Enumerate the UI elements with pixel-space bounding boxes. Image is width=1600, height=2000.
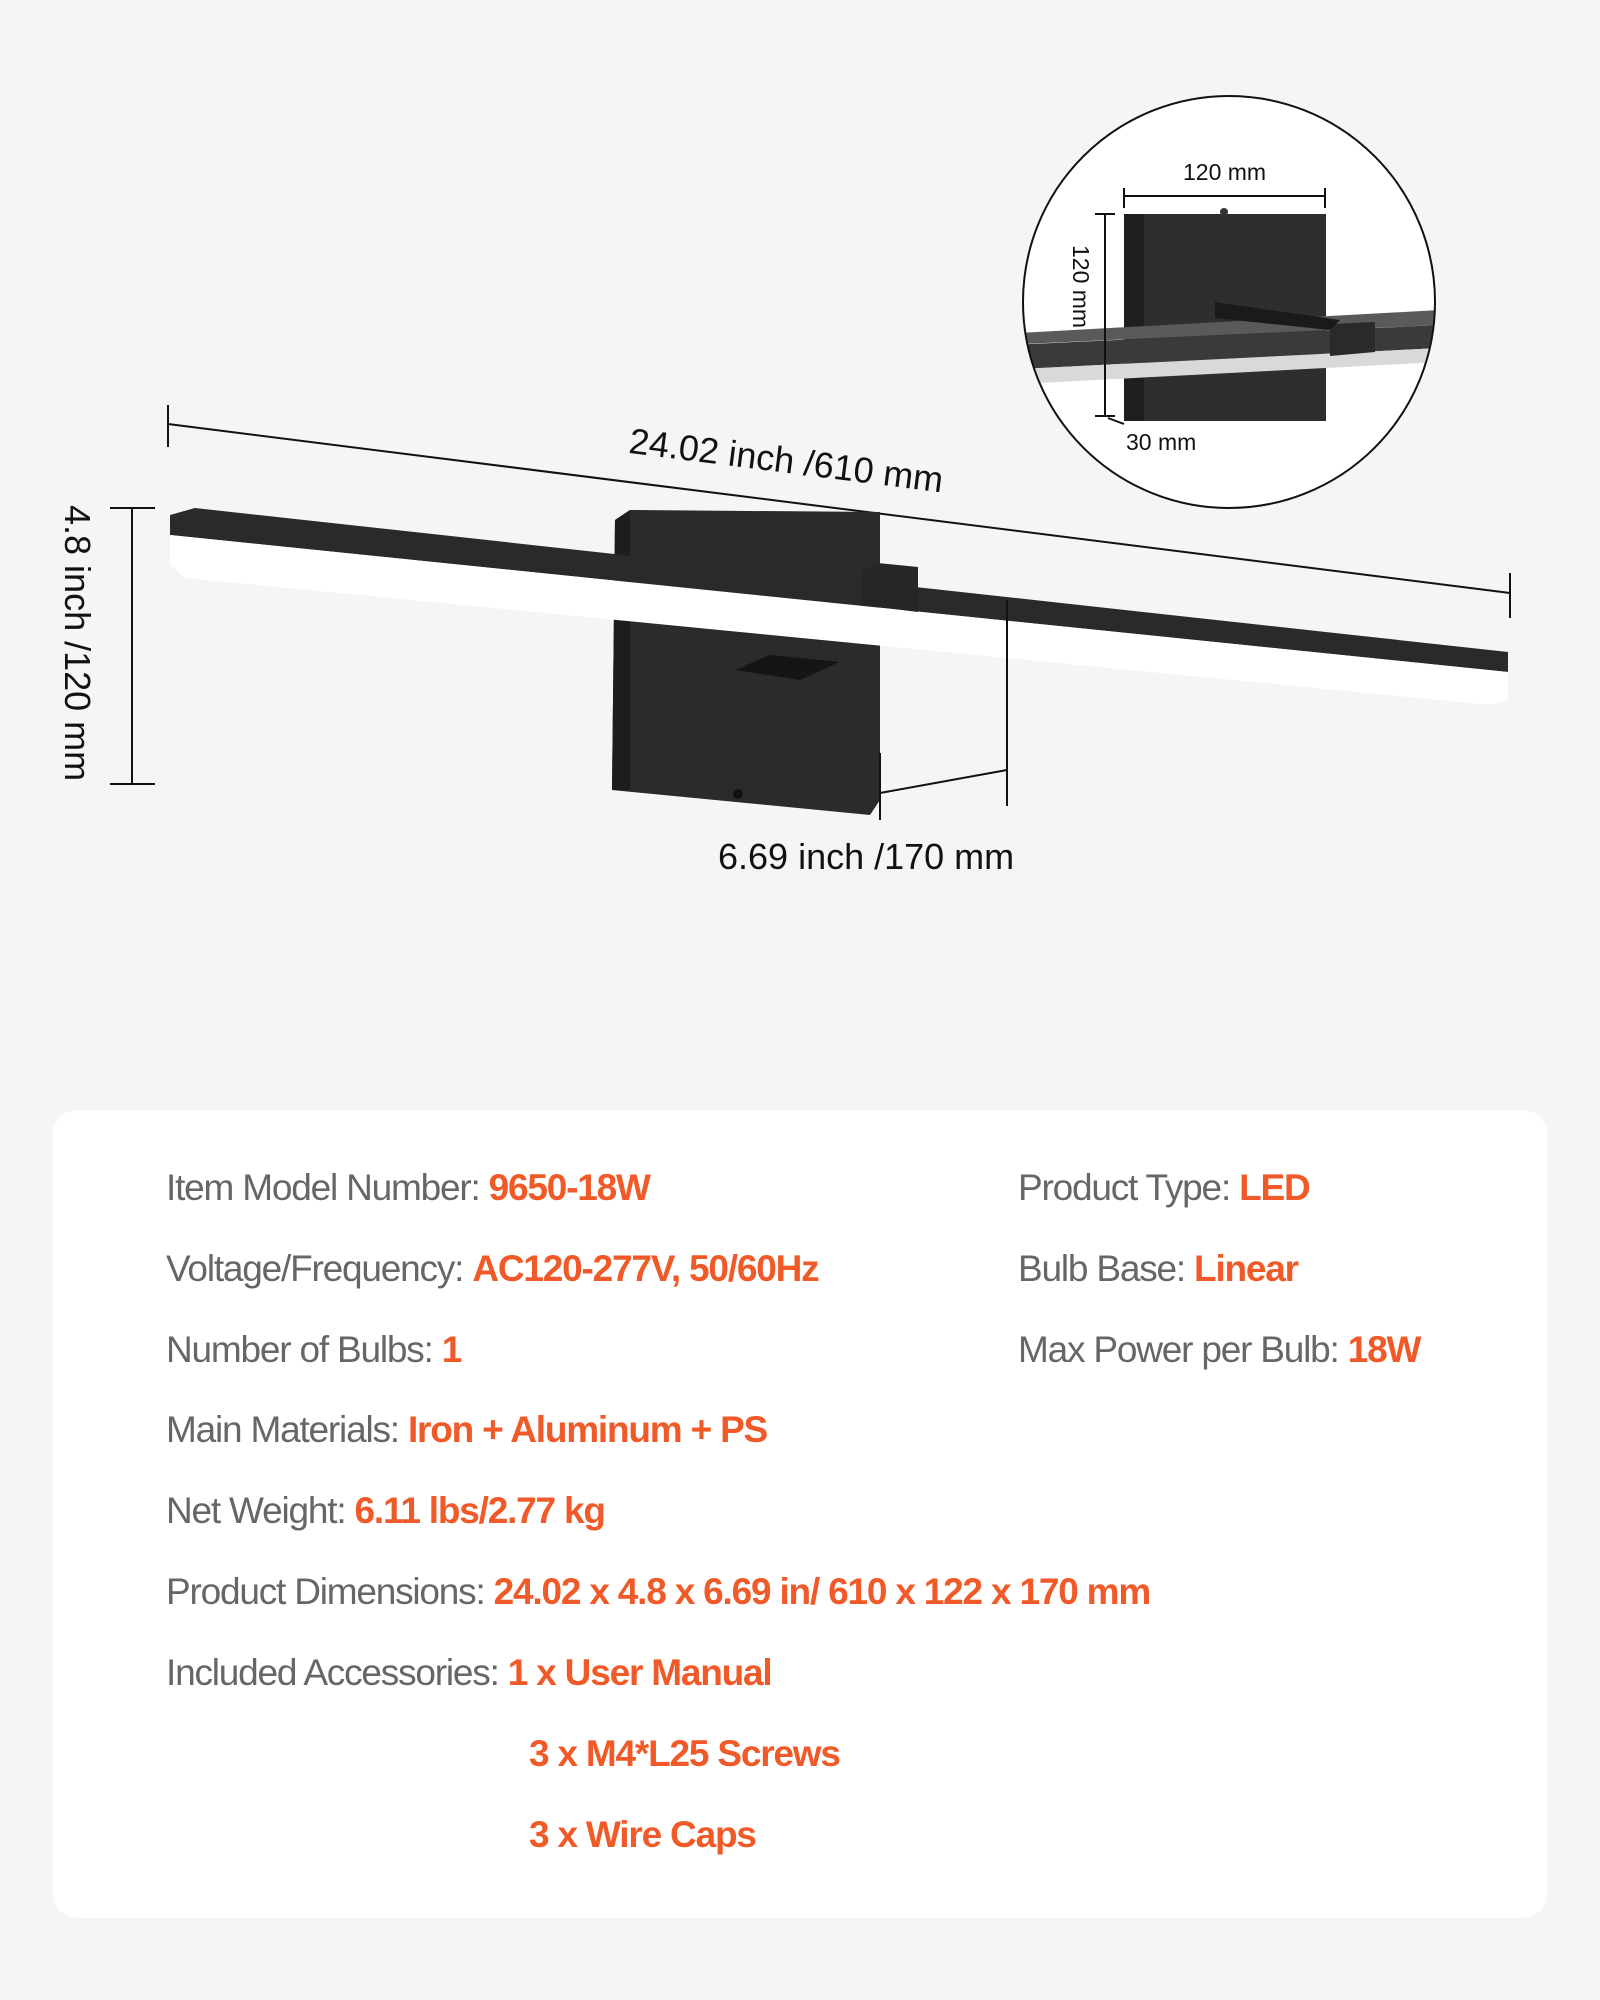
inset-width-label: 120 mm	[1183, 159, 1267, 185]
wall-plate	[612, 510, 880, 815]
spec-included-accessories	[166, 1652, 772, 1694]
spec-accessory-item	[529, 1733, 840, 1775]
spec-label: Included Accessories:	[166, 1652, 499, 1693]
spec-label: Product Dimensions:	[166, 1571, 485, 1612]
depth-dimension-label: 6.69 inch /170 mm	[718, 836, 1015, 877]
spec-label: Bulb Base:	[1018, 1248, 1185, 1289]
spec-model-number	[166, 1167, 650, 1209]
spec-label: Number of Bulbs:	[166, 1329, 433, 1370]
spec-value: AC120-277V, 50/60Hz	[472, 1248, 819, 1289]
spec-label: Product Type:	[1018, 1167, 1231, 1208]
spec-label: Main Materials:	[166, 1409, 399, 1450]
spec-label: Net Weight:	[166, 1490, 346, 1531]
spec-value: 9650-18W	[488, 1167, 650, 1208]
spec-number-of-bulbs	[166, 1329, 461, 1371]
spec-value: Iron + Aluminum + PS	[407, 1409, 768, 1450]
spec-value: LED	[1239, 1167, 1310, 1208]
spec-product-dimensions	[166, 1571, 1150, 1613]
spec-bulb-base	[1018, 1248, 1298, 1290]
spec-value: 3 x Wire Caps	[529, 1814, 756, 1855]
spec-value: Linear	[1194, 1248, 1298, 1289]
spec-voltage-frequency	[166, 1248, 818, 1290]
spec-label: Voltage/Frequency:	[166, 1248, 464, 1289]
spec-label: Max Power per Bulb:	[1018, 1329, 1339, 1370]
spec-net-weight	[166, 1490, 605, 1532]
spec-main-materials	[166, 1409, 767, 1451]
specifications-card	[53, 1110, 1547, 1918]
connector-block	[862, 563, 918, 612]
spec-value: 1	[441, 1329, 462, 1370]
height-dimension-line	[110, 508, 155, 784]
length-dimension-label: 24.02 inch /610 mm	[626, 420, 946, 501]
spec-max-power	[1018, 1329, 1420, 1371]
inset-height-label: 120 mm	[1068, 245, 1094, 329]
inset-depth-label: 30 mm	[1126, 429, 1197, 455]
spec-value: 1 x User Manual	[507, 1652, 772, 1693]
spec-value: 6.11 lbs/2.77 kg	[354, 1490, 605, 1531]
spec-value: 24.02 x 4.8 x 6.69 in/ 610 x 122 x 170 mm	[493, 1571, 1151, 1612]
spec-value: 3 x M4*L25 Screws	[529, 1733, 840, 1774]
spec-value: 18W	[1347, 1329, 1421, 1370]
height-dimension-label: 4.8 inch /120 mm	[57, 505, 98, 782]
spec-label: Item Model Number:	[166, 1167, 480, 1208]
spec-accessory-item	[529, 1814, 756, 1856]
spec-product-type	[1018, 1167, 1310, 1209]
